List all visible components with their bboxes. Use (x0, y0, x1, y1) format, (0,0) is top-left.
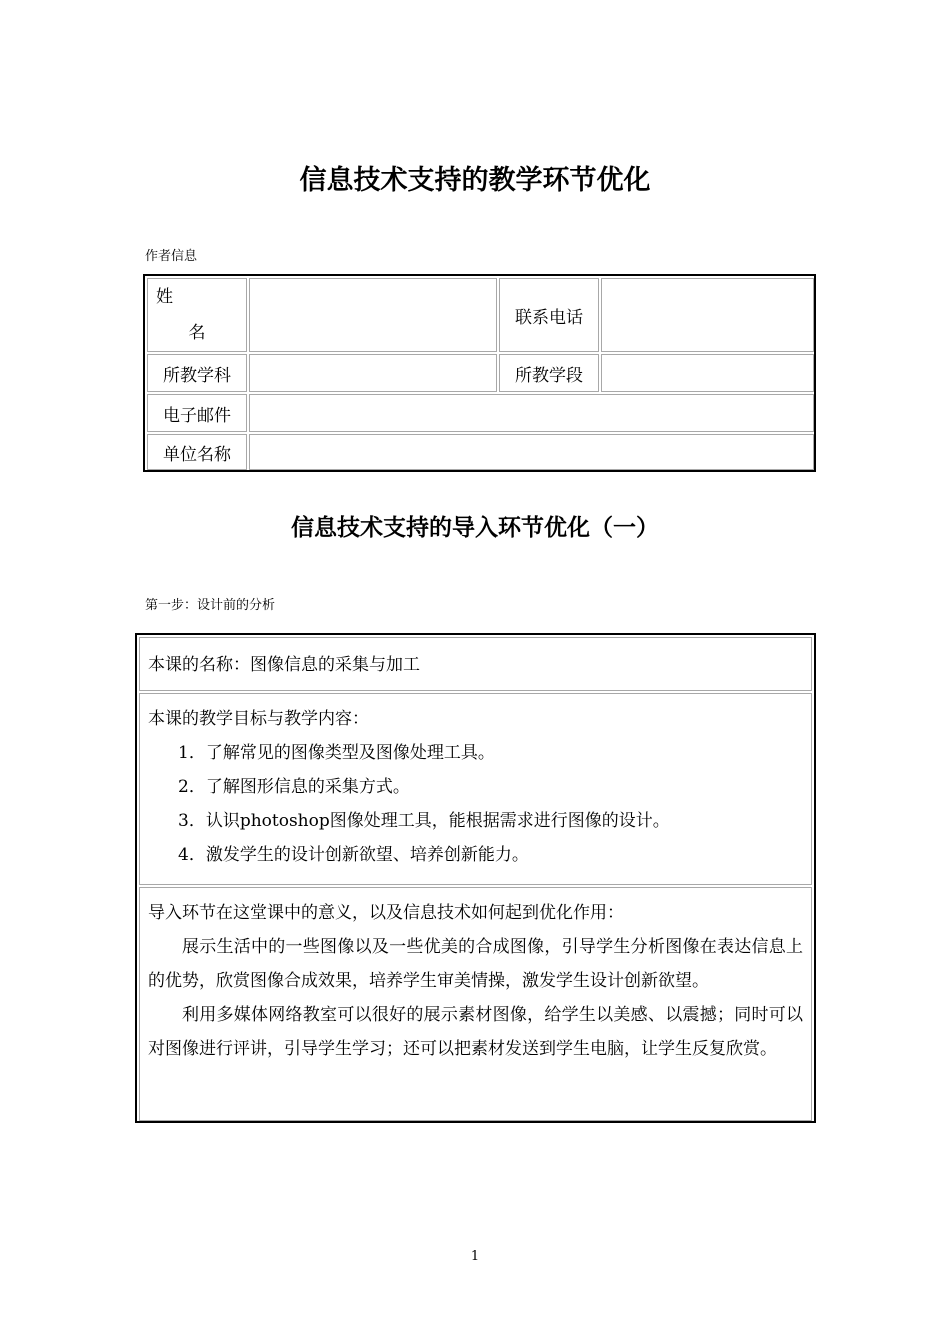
analysis-table (135, 633, 816, 1123)
goal-item: 3．认识photoshop图像处理工具，能根据需求进行图像的设计。 (178, 811, 670, 831)
subject-value-cell[interactable] (249, 354, 497, 392)
phone-label: 联系电话 (515, 307, 583, 328)
goal-item: 2．了解图形信息的采集方式。 (178, 777, 410, 797)
grade-label: 所教学段 (515, 365, 583, 386)
grade-value-cell[interactable] (601, 354, 814, 392)
meaning-paragraph: 展示生活中的一些图像以及一些优美的合成图像，引导学生分析图像在表达信息上的优势，欣赏图像合成效果，培养学生审美情操，激发学生设计创新欲望。 (148, 937, 803, 991)
email-label-cell (147, 394, 247, 432)
author-info-table (143, 274, 816, 472)
name-label-cell (147, 278, 247, 352)
course-name-row (139, 637, 812, 691)
meaning-paragraph: 利用多媒体网络教室可以很好的展示素材图像，给学生以美感、以震撼；同时可以对图像进行评讲，引导学生学习；还可以把素材发送到学生电脑，让学生反复欣赏。 (148, 1005, 803, 1059)
subject-label-cell (147, 354, 247, 392)
phone-value-cell[interactable] (601, 278, 814, 352)
document-title: 信息技术支持的教学环节优化 (299, 165, 651, 196)
email-label: 电子邮件 (163, 405, 231, 426)
meaning-heading: 导入环节在这堂课中的意义，以及信息技术如何起到优化作用： (148, 903, 624, 923)
unit-label-cell (147, 434, 247, 470)
unit-value-cell[interactable] (249, 434, 814, 470)
page-number: 1 (470, 1249, 480, 1264)
name-label-char2: 名 (188, 323, 206, 343)
goals-heading: 本课的教学目标与教学内容： (148, 709, 369, 729)
email-value-cell[interactable] (249, 394, 814, 432)
grade-label-cell (499, 354, 599, 392)
name-label-char1: 姓 (156, 287, 173, 307)
goal-item: 1．了解常见的图像类型及图像处理工具。 (178, 743, 495, 763)
goal-item: 4．激发学生的设计创新欲望、培养创新能力。 (178, 845, 529, 865)
name-value-cell[interactable] (249, 278, 497, 352)
subject-label: 所教学科 (163, 365, 231, 386)
step-label: 第一步：设计前的分析 (145, 598, 276, 613)
phone-label-cell (499, 278, 599, 352)
course-name: 本课的名称：图像信息的采集与加工 (148, 655, 420, 675)
meaning-row (139, 887, 812, 1121)
author-info-label: 作者信息 (145, 249, 198, 264)
section-title: 信息技术支持的导入环节优化（一） (291, 515, 659, 541)
unit-label: 单位名称 (163, 444, 231, 465)
goals-row (139, 693, 812, 885)
